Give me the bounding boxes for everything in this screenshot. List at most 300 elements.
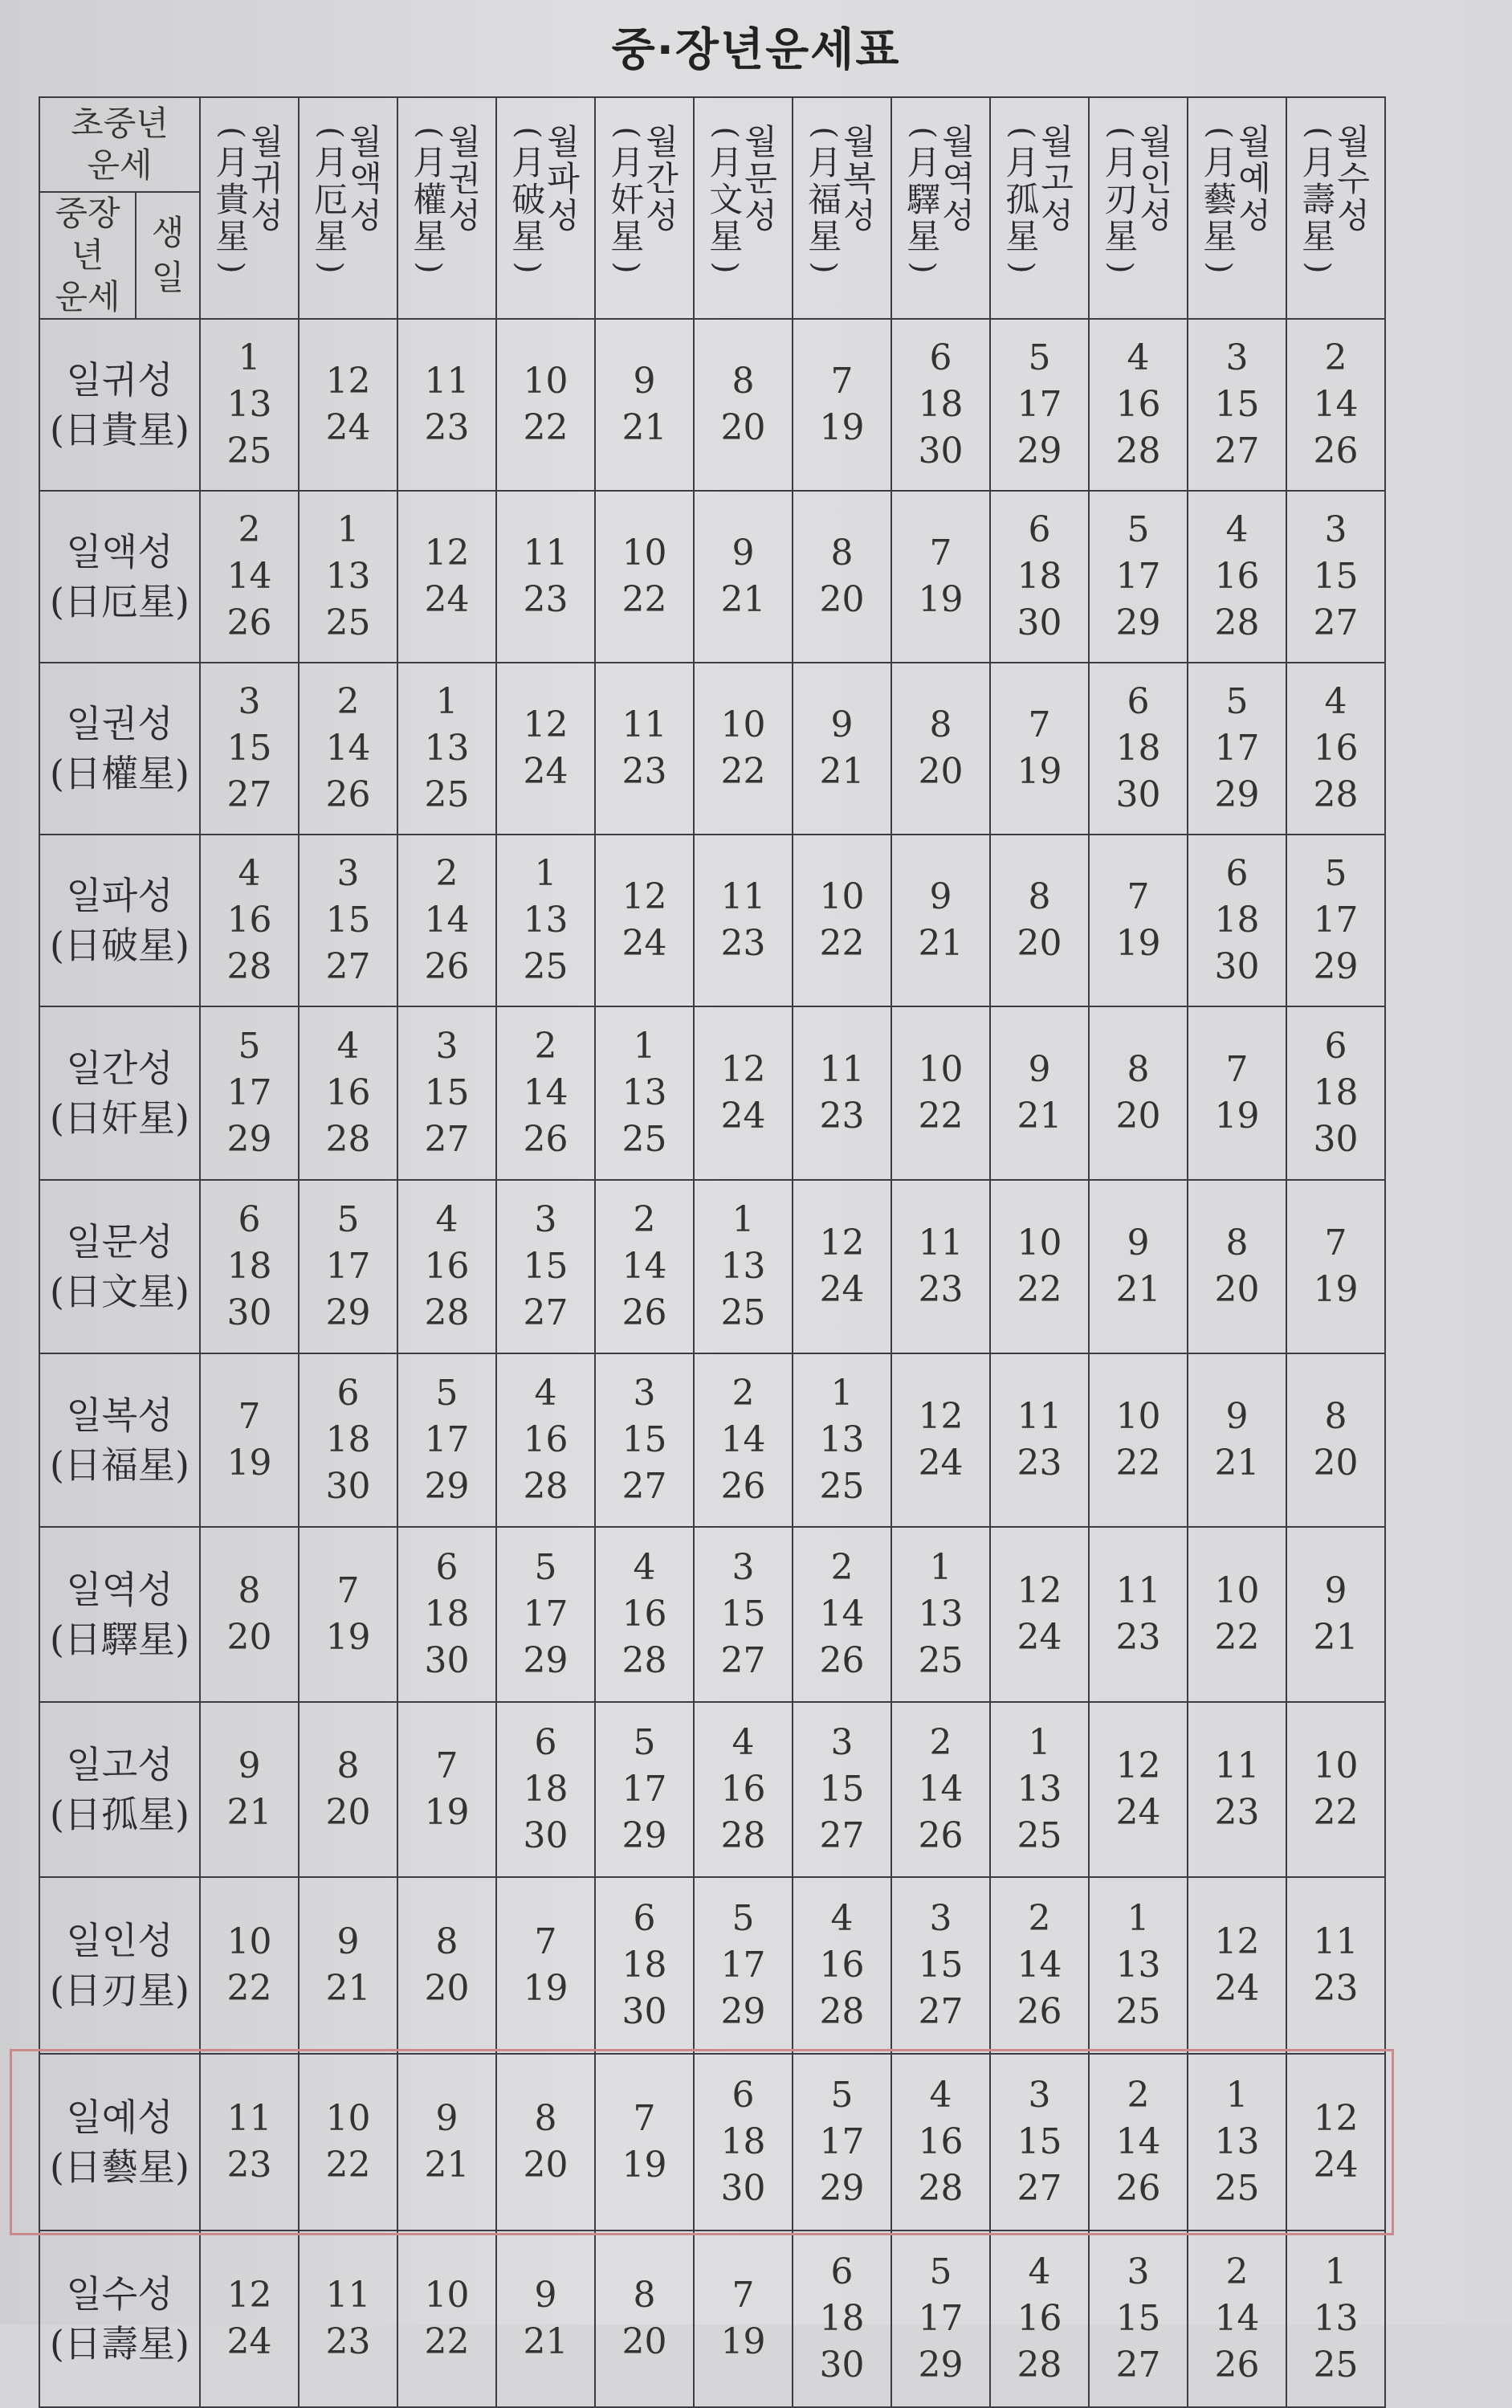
table-cell	[990, 491, 1089, 663]
table-cell	[595, 1353, 694, 1527]
cell-days: 12 24	[720, 1049, 766, 1137]
table-cell	[1286, 2230, 1385, 2407]
cell-days: 7 19	[1115, 876, 1161, 964]
col-header	[1286, 97, 1385, 319]
cell-days: 3 15 27	[1313, 509, 1359, 643]
table-cell	[1286, 663, 1385, 835]
cell-days: 4 16 28	[918, 2075, 964, 2209]
table-cell	[694, 2230, 793, 2407]
col-header-korean: 월 액 성	[349, 122, 382, 235]
table-cell	[990, 1353, 1089, 1527]
table-row	[39, 2230, 1385, 2407]
table-cell	[200, 835, 299, 1006]
table-row	[39, 1180, 1385, 1353]
table-cell	[1286, 1180, 1385, 1353]
row-header-hanja: (日藝星)	[50, 2145, 190, 2189]
col-header	[595, 97, 694, 319]
table-cell	[200, 491, 299, 663]
table-cell	[891, 491, 990, 663]
table-cell	[1188, 1006, 1286, 1180]
table-cell	[496, 319, 595, 491]
cell-days: 3 15 27	[622, 1373, 667, 1507]
table-cell	[299, 1527, 397, 1702]
cell-days: 10 22	[325, 2098, 371, 2186]
table-cell	[694, 1006, 793, 1180]
table-cell	[595, 1527, 694, 1702]
table-cell	[793, 319, 891, 491]
table-cell	[891, 1006, 990, 1180]
cell-days: 7 19	[918, 533, 964, 620]
row-header-korean: 일액성	[66, 530, 173, 573]
row-header-hanja: (日孤星)	[50, 1793, 190, 1836]
cell-days: 2 14 26	[1313, 337, 1359, 471]
cell-days: 3 15 27	[1115, 2251, 1161, 2386]
cell-days: 11 23	[226, 2098, 272, 2186]
table-row	[39, 1006, 1385, 1180]
table-cell	[200, 2230, 299, 2407]
table-cell	[891, 1180, 990, 1353]
col-header	[891, 97, 990, 319]
table-cell	[793, 1702, 891, 1877]
cell-days: 5 17 29	[1017, 337, 1062, 471]
cell-days: 1 13 25	[1017, 1722, 1062, 1856]
table-cell	[1188, 2230, 1286, 2407]
cell-days: 2 14 26	[226, 509, 272, 643]
col-header-wrap	[300, 98, 397, 318]
cell-days: 10 22	[1313, 1745, 1359, 1833]
col-header-korean: 월 인 성	[1139, 122, 1172, 235]
table-cell	[891, 1527, 990, 1702]
table-cell	[1089, 319, 1188, 491]
table-cell	[595, 1006, 694, 1180]
table-cell	[200, 319, 299, 491]
table-cell	[299, 1702, 397, 1877]
row-header	[39, 835, 200, 1006]
table-cell	[1089, 1006, 1188, 1180]
cell-days: 4 16 28	[622, 1547, 667, 1681]
table-cell	[299, 1006, 397, 1180]
row-header	[39, 1353, 200, 1527]
row-header	[39, 491, 200, 663]
col-header	[990, 97, 1089, 319]
row-header-korean: 일문성	[66, 1220, 173, 1263]
cell-days: 3 15 27	[424, 1026, 470, 1160]
table-cell	[1188, 1527, 1286, 1702]
cell-days: 12 24	[226, 2275, 272, 2362]
col-header	[1089, 97, 1188, 319]
cell-days: 2 14 26	[720, 1373, 766, 1507]
table-cell	[595, 1877, 694, 2054]
cell-days: 1 13 25	[424, 681, 470, 815]
table-cell	[200, 1702, 299, 1877]
table-cell	[200, 1527, 299, 1702]
cell-days: 12 24	[1214, 1921, 1260, 2009]
table-cell	[397, 2230, 496, 2407]
table-cell	[694, 319, 793, 491]
cell-days: 10 22	[1017, 1222, 1062, 1310]
cell-days: 4 16 28	[819, 1898, 865, 2032]
cell-days: 1 13 25	[622, 1026, 667, 1160]
col-header	[1188, 97, 1286, 319]
cell-days: 3 15 27	[226, 681, 272, 815]
cell-days: 9 21	[523, 2275, 569, 2362]
table-cell	[397, 663, 496, 835]
cell-days: 9 21	[1017, 1049, 1062, 1137]
table-cell	[595, 1702, 694, 1877]
col-header-korean: 월 역 성	[942, 122, 975, 235]
cell-days: 10 22	[918, 1049, 964, 1137]
cell-days: 7 19	[1313, 1222, 1359, 1310]
cell-days: 8 20	[720, 361, 766, 448]
table-cell	[990, 835, 1089, 1006]
table-cell	[299, 663, 397, 835]
row-header-korean: 일인성	[66, 1919, 173, 1962]
row-header-korean: 일귀성	[66, 358, 173, 402]
table-cell	[990, 663, 1089, 835]
cell-days: 8 20	[226, 1570, 272, 1658]
table-cell	[1188, 1353, 1286, 1527]
row-header-korean: 일파성	[66, 874, 173, 917]
cell-days: 8 20	[523, 2098, 569, 2186]
cell-days: 5 17 29	[424, 1373, 470, 1507]
cell-days: 5 17 29	[918, 2251, 964, 2386]
cell-days: 8 20	[1313, 1396, 1359, 1484]
cell-days: 9 21	[1115, 1222, 1161, 1310]
cell-days: 5 17 29	[325, 1199, 371, 1333]
col-header-hanja: ( 月 貴 星 )	[214, 126, 251, 274]
cell-days: 1 13 25	[918, 1547, 964, 1681]
col-header-korean: 월 권 성	[448, 122, 481, 235]
table-cell	[793, 1527, 891, 1702]
table-cell	[200, 1180, 299, 1353]
table-cell	[891, 1877, 990, 2054]
table-cell	[891, 319, 990, 491]
cell-days: 2 14 26	[1017, 1898, 1062, 2032]
cell-days: 11 23	[424, 361, 470, 448]
table-cell	[694, 1180, 793, 1353]
table-cell	[1286, 1702, 1385, 1877]
table-row	[39, 1527, 1385, 1702]
table-row	[39, 491, 1385, 663]
table-cell	[990, 2230, 1089, 2407]
cell-days: 4 16 28	[1017, 2251, 1062, 2386]
col-header-korean: 월 간 성	[646, 122, 679, 235]
table-cell	[990, 1877, 1089, 2054]
col-header-korean: 월 문 성	[744, 122, 777, 235]
cell-days: 10 22	[424, 2275, 470, 2362]
row-header	[39, 319, 200, 491]
cell-days: 6 18 30	[1017, 509, 1062, 643]
table-cell	[397, 319, 496, 491]
table-cell	[694, 1877, 793, 2054]
cell-days: 9 21	[720, 533, 766, 620]
table-cell	[299, 2230, 397, 2407]
col-header	[793, 97, 891, 319]
cell-days: 6 18 30	[325, 1373, 371, 1507]
cell-days: 6 18 30	[1214, 853, 1260, 987]
table-cell	[1188, 663, 1286, 835]
cell-days: 4 16 28	[1115, 337, 1161, 471]
table-cell	[1089, 2230, 1188, 2407]
cell-days: 4 16 28	[1313, 681, 1359, 815]
table-cell	[1286, 835, 1385, 1006]
highlight-box	[10, 2049, 1394, 2235]
table-cell	[1188, 1180, 1286, 1353]
cell-days: 11 23	[325, 2275, 371, 2362]
table-cell	[694, 835, 793, 1006]
table-cell	[496, 1353, 595, 1527]
cell-days: 10 22	[523, 361, 569, 448]
col-header-hanja: ( 月 福 星 )	[807, 126, 843, 274]
cell-days: 6 18 30	[1115, 681, 1161, 815]
col-header-korean: 월 수 성	[1337, 122, 1370, 235]
cell-days: 3 15 27	[1017, 2075, 1062, 2209]
cell-days: 2 14 26	[523, 1026, 569, 1160]
cell-days: 2 14 26	[819, 1547, 865, 1681]
table-cell	[990, 1006, 1089, 1180]
table-cell	[200, 1353, 299, 1527]
table-cell	[299, 491, 397, 663]
corner-left-label: 중장년 운세	[55, 194, 120, 316]
row-header-korean: 일복성	[66, 1394, 173, 1437]
table-cell	[891, 1702, 990, 1877]
col-header-wrap	[497, 98, 594, 318]
cell-days: 2 14 26	[1214, 2251, 1260, 2386]
table-cell	[891, 2230, 990, 2407]
cell-days: 1 13 25	[226, 337, 272, 471]
cell-days: 10 22	[819, 876, 865, 964]
row-header-korean: 일역성	[66, 1568, 173, 1611]
row-header	[39, 663, 200, 835]
col-header-korean: 월 귀 성	[251, 122, 283, 235]
cell-days: 7 19	[622, 2098, 667, 2186]
cell-days: 4 16 28	[424, 1199, 470, 1333]
table-cell	[496, 1527, 595, 1702]
table-cell	[1286, 1006, 1385, 1180]
table-cell	[595, 663, 694, 835]
col-header-wrap	[793, 98, 890, 318]
col-header-hanja: ( 月 驛 星 )	[906, 126, 942, 274]
col-header-hanja: ( 月 權 星 )	[412, 126, 448, 274]
cell-days: 7 19	[1017, 704, 1062, 792]
page-title: 중·장년운세표	[611, 24, 901, 76]
table-cell	[397, 1877, 496, 2054]
corner-top-label: 초중년 운세	[71, 104, 169, 185]
cell-days: 11 23	[1017, 1396, 1062, 1484]
cell-days: 7 19	[424, 1745, 470, 1833]
corner-top-cell	[39, 97, 200, 192]
cell-days: 10 22	[1214, 1570, 1260, 1658]
table-row	[39, 319, 1385, 491]
cell-days: 1 13 25	[819, 1373, 865, 1507]
table-cell	[397, 1180, 496, 1353]
cell-days: 6 18 30	[226, 1199, 272, 1333]
table-cell	[694, 1527, 793, 1702]
table-cell	[793, 663, 891, 835]
table-cell	[1089, 491, 1188, 663]
col-header-wrap	[1188, 98, 1286, 318]
cell-days: 10 22	[226, 1921, 272, 2009]
cell-days: 12 24	[918, 1396, 964, 1484]
cell-days: 4 16 28	[523, 1373, 569, 1507]
cell-days: 2 14 26	[918, 1722, 964, 1856]
row-header	[39, 1006, 200, 1180]
cell-days: 10 22	[1115, 1396, 1161, 1484]
table-cell	[496, 1180, 595, 1353]
cell-days: 8 20	[1214, 1222, 1260, 1310]
table-cell	[1188, 1702, 1286, 1877]
cell-days: 8 20	[1017, 876, 1062, 964]
row-header-hanja: (日厄星)	[50, 580, 190, 623]
cell-days: 1 13 25	[523, 853, 569, 987]
cell-days: 1 13 25	[1115, 1898, 1161, 2032]
cell-days: 7 19	[819, 361, 865, 448]
table-cell	[793, 1180, 891, 1353]
table-cell	[595, 2230, 694, 2407]
cell-days: 6 18 30	[424, 1547, 470, 1681]
table-cell	[1188, 319, 1286, 491]
table-cell	[990, 319, 1089, 491]
table-row	[39, 1877, 1385, 2054]
cell-days: 3 15 27	[1214, 337, 1260, 471]
col-header-wrap	[1287, 98, 1384, 318]
cell-days: 2 14 26	[622, 1199, 667, 1333]
row-header-korean: 일간성	[66, 1047, 173, 1090]
table-cell	[1089, 1353, 1188, 1527]
table-cell	[496, 1006, 595, 1180]
table-cell	[891, 835, 990, 1006]
table-cell	[694, 491, 793, 663]
table-cell	[397, 1353, 496, 1527]
table-cell	[694, 1702, 793, 1877]
table-cell	[595, 491, 694, 663]
table-cell	[200, 1877, 299, 2054]
cell-days: 9 21	[622, 361, 667, 448]
cell-days: 9 21	[424, 2098, 470, 2186]
table-cell	[397, 1527, 496, 1702]
cell-days: 6 18 30	[918, 337, 964, 471]
cell-days: 4 16 28	[325, 1026, 371, 1160]
cell-days: 8 20	[424, 1921, 470, 2009]
table-cell	[496, 1702, 595, 1877]
cell-days: 4 16 28	[720, 1722, 766, 1856]
cell-days: 12 24	[1017, 1570, 1062, 1658]
col-header-wrap	[695, 98, 792, 318]
cell-days: 5 17 29	[1115, 509, 1161, 643]
cell-days: 3 15 27	[819, 1722, 865, 1856]
cell-days: 9 21	[819, 704, 865, 792]
table-cell	[793, 1006, 891, 1180]
table-cell	[200, 1006, 299, 1180]
table-cell	[1089, 1702, 1188, 1877]
table-cell	[299, 1180, 397, 1353]
cell-days: 11 23	[523, 533, 569, 620]
table-cell	[1089, 1877, 1188, 2054]
cell-days: 2 14 26	[325, 681, 371, 815]
col-header-hanja: ( 月 刃 星 )	[1103, 126, 1139, 274]
table-cell	[891, 663, 990, 835]
col-header	[397, 97, 496, 319]
cell-days: 1 13 25	[1214, 2075, 1260, 2209]
cell-days: 5 17 29	[720, 1898, 766, 2032]
col-header-korean: 월 예 성	[1238, 122, 1271, 235]
cell-days: 5 17 29	[226, 1026, 272, 1160]
cell-days: 9 21	[918, 876, 964, 964]
row-header-hanja: (日破星)	[50, 924, 190, 967]
table-cell	[1089, 835, 1188, 1006]
col-header-wrap	[892, 98, 989, 318]
cell-days: 6 18 30	[523, 1722, 569, 1856]
row-header-hanja: (日奸星)	[50, 1096, 190, 1140]
cell-days: 2 14 26	[1115, 2075, 1161, 2209]
table-cell	[496, 1877, 595, 2054]
cell-days: 8 20	[819, 533, 865, 620]
table-cell	[891, 1353, 990, 1527]
cell-days: 7 19	[523, 1921, 569, 2009]
table-cell	[1286, 1353, 1385, 1527]
cell-days: 12 24	[424, 533, 470, 620]
cell-days: 2 14 26	[424, 853, 470, 987]
cell-days: 11 23	[918, 1222, 964, 1310]
row-header-hanja: (日壽星)	[50, 2322, 190, 2365]
table-cell	[990, 1180, 1089, 1353]
row-header	[39, 1702, 200, 1877]
row-header-korean: 일예성	[66, 2096, 173, 2139]
table-cell	[1188, 1877, 1286, 2054]
row-header-hanja: (日文星)	[50, 1270, 190, 1313]
cell-days: 3 15 27	[325, 853, 371, 987]
table-cell	[496, 835, 595, 1006]
table-cell	[299, 319, 397, 491]
row-header-hanja: (日貴星)	[50, 408, 190, 451]
cell-days: 6 18 30	[1313, 1026, 1359, 1160]
cell-days: 4 16 28	[1214, 509, 1260, 643]
col-header-wrap	[398, 98, 495, 318]
row-header	[39, 1180, 200, 1353]
table-cell	[496, 663, 595, 835]
table-cell	[299, 835, 397, 1006]
row-header-korean: 일고성	[66, 1743, 173, 1786]
cell-days: 5 17 29	[523, 1547, 569, 1681]
row-header-hanja: (日刃星)	[50, 1969, 190, 2012]
cell-days: 3 15 27	[918, 1898, 964, 2032]
cell-days: 12 24	[1313, 2098, 1359, 2186]
col-header-hanja: ( 月 文 星 )	[708, 126, 744, 274]
table-cell	[1286, 491, 1385, 663]
cell-days: 11 23	[720, 876, 766, 964]
table-row	[39, 835, 1385, 1006]
cell-days: 11 23	[1115, 1570, 1161, 1658]
table-cell	[496, 2230, 595, 2407]
table-cell	[1089, 1180, 1188, 1353]
table-cell	[1188, 835, 1286, 1006]
corner-left-cell	[39, 192, 136, 319]
table-cell	[397, 835, 496, 1006]
table-cell	[990, 1702, 1089, 1877]
cell-days: 8 20	[1115, 1049, 1161, 1137]
table-cell	[694, 663, 793, 835]
cell-days: 5 17 29	[622, 1722, 667, 1856]
corner-right-cell	[136, 192, 200, 319]
cell-days: 11 23	[622, 704, 667, 792]
table-cell	[200, 663, 299, 835]
col-header-korean: 월 고 성	[1041, 122, 1074, 235]
cell-days: 7 19	[226, 1396, 272, 1484]
table-cell	[793, 2230, 891, 2407]
row-header-hanja: (日驛星)	[50, 1618, 190, 1661]
row-header-korean: 일수성	[66, 2272, 173, 2316]
table-cell	[496, 491, 595, 663]
